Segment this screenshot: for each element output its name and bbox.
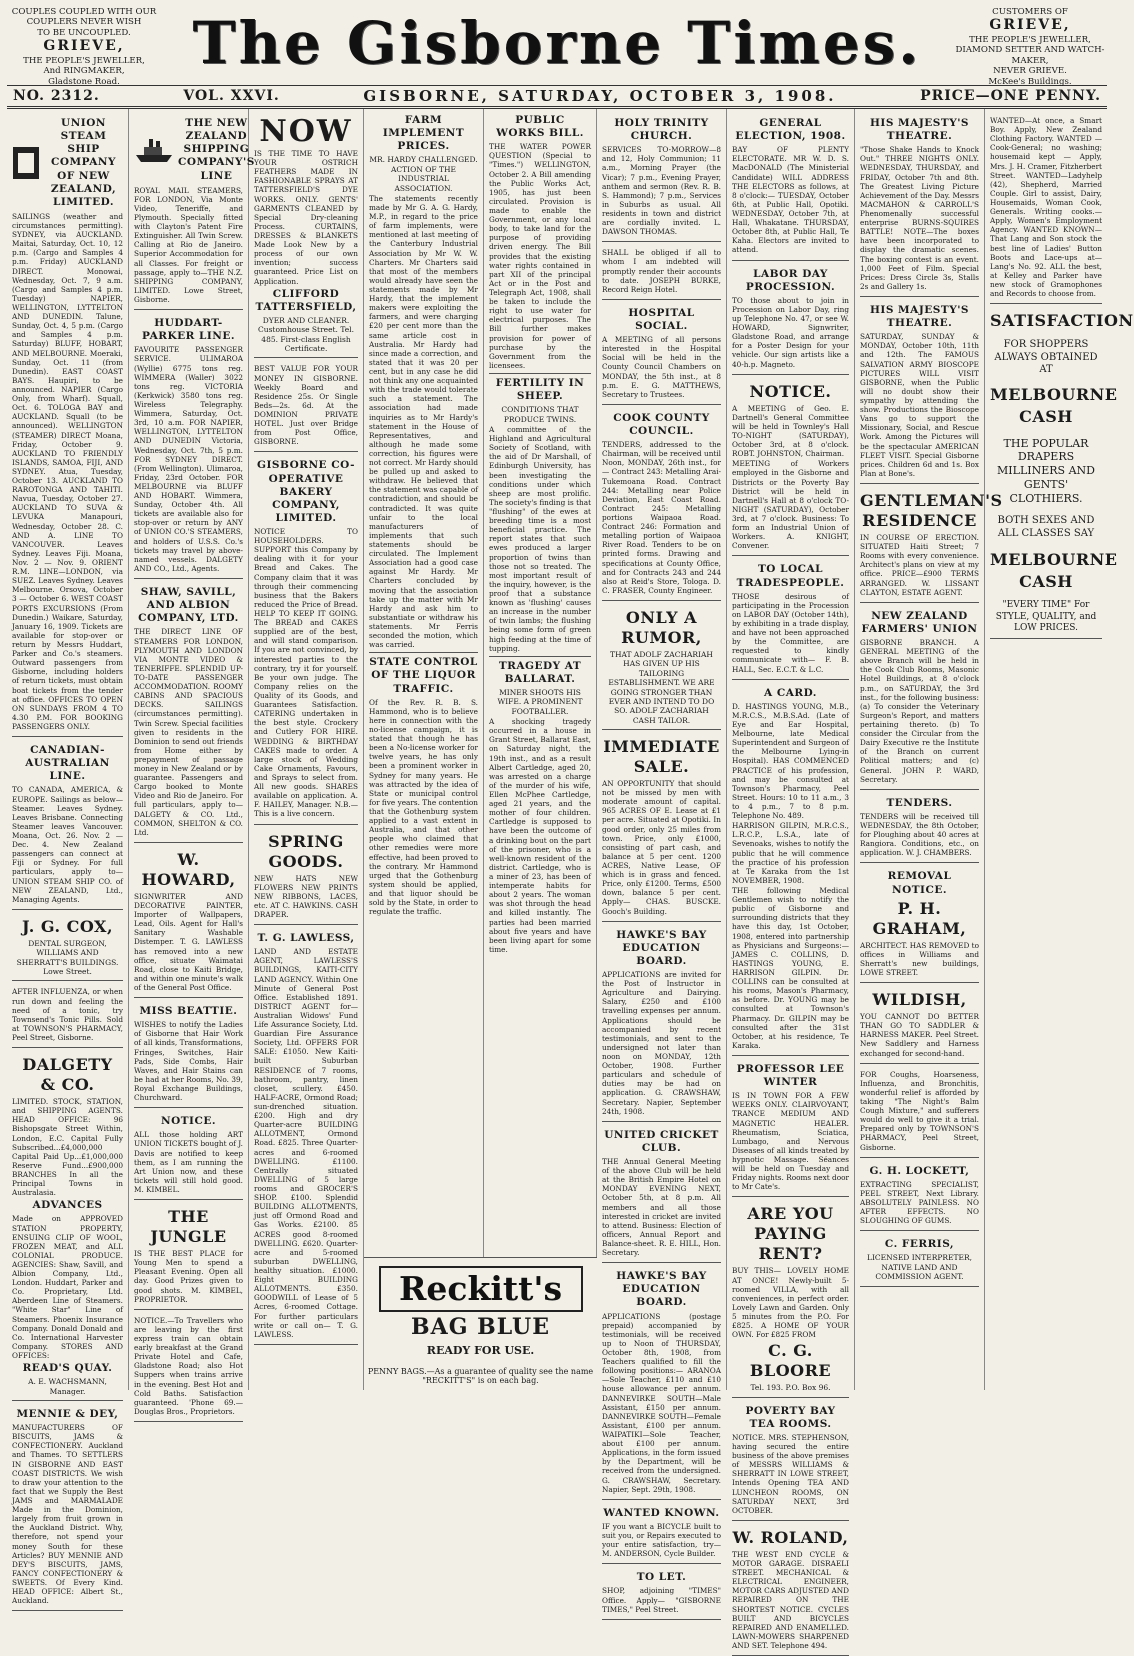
- dateline-bar: [7, 86, 1107, 109]
- column-2: [129, 109, 255, 1416]
- melbourne-cash-advert: SATISFACTION FOR SHOPPERS ALWAYS OBTAINED AT MELBOURNE CASH THE POPULAR DRAPERS MILLINERS AND GENTS' CLOTHIERS. BOTH SEXES AND ALL CLASSES SAY MELBOURNE CASH "EVERY TIME" For STYLE, QUALITY, and LOW PRICES.: [990, 306, 1102, 639]
- howard-advert: W. HOWARD, SIGNWRITER AND DECORATIVE PAINTER, Importer of Wallpapers, Lead, Oils. Agent for Hall's Sanitary Washable Distemper. T. G. LAWLESS has removed into a new office, situate Waimatai Road, close to Kaiti Bridge, and within one minute's walk of the General Post Office.: [134, 845, 243, 998]
- mennie-dey-advert: MENNIE & DEY, MANUFACTURERS OF BISCUITS, JAMS & CONFECTIONERY. Auckland and Thames. TO SETTLERS IN GISBORNE AND EAST COAST DISTRICTS. We wish to draw your attention to the fact that we Supply the Best JAMS and MARMALADE Made in the Dominion, largely from fruit grown in the Auckland District. Why, therefore, not spend your money South for these Articles? BUY MENNIE AND DEY'S BISCUITS, JAMS, FANCY CONFECTIONERY & SWEETS. Of Every Kind. HEAD OFFICE: Albert St., Auckland.: [12, 1403, 123, 1611]
- right-ear-advert: CUSTOMERS OF GRIEVE, THE PEOPLE'S JEWELLER, DIAMOND SETTER AND WATCH- MAKER, NEVER GRIEVE. McKee's Buildings.: [955, 7, 1105, 87]
- bioscope-advert: HIS MAJESTY'S THEATRE. SATURDAY, SUNDAY & MONDAY, October 10th, 11th and 12th. The FAMOUS SALVATION ARMY BIOSCOPE PICTURES WILL VISIT GISBORNE, when the Public will no doubt show their sympathy by attending the show. Productions the Bioscope Vans go to support the Missionary, Social, and Rescue Work. Among the Pictures will be the spectacular AMERICAN FLEET VISIT. Special Gisborne prices. Children 6d and 1s. Box Plan at Bone's.: [860, 299, 979, 484]
- column-1: [7, 109, 129, 1606]
- ballarat-article: TRAGEDY AT BALLARAT. MINER SHOOTS HIS WIFE. A PROMINENT FOOTBALLER. A shocking tragedy occurred in a house in Grant Street, Ballarat East, on Saturday night, the 19th inst., and as a result Albert Cartledge, aged 20, was arrested on a charge of the murder of his wife, Ellen McPhee Cartledge, aged 21 years, and the mother of four children. Cartledge is supposed to have been the outcome of a drinking bout on the part of the prisoner, who is a well-known resident of the district. Cartledge, who is a miner of 23, has been of intemperate habits for about 2 years. The woman was shot through the head and killed instantly. The parties had been married about five years and have been living apart for some time.: [489, 659, 591, 954]
- union-steamship-advert: UNION STEAM SHIP COMPANY OF NEW ZEALAND, LIMITED. SAILINGS (weather and circumstances permitting). SYDNEY, via AUCKLAND. Maitai, Saturday, Oct. 10, 12 p.m. (Cargo and Samples 4 p.m. Friday) AUCKLAND DIRECT. Monowai, Wednesday, Oct. 7, 9 a.m. (Cargo and Samples 4 p.m. Tuesday) NAPIER, WELLINGTON, LYTTELTON AND DUNEDIN. Talune, Sunday, Oct. 4, 5 p.m. (Cargo and Samples 4 p.m. Saturday) BLUFF, HOBART, AND MELBOURNE. Moeraki, Sunday, Oct. 11 (from Dunedin). EAST COAST BAYS. Haupiri, to be announced. NAPIER (Cargo Only, from Wharf). Squall, Oct. 6. TOLOGA BAY and AUCKLAND. Squall (to be announced). WELLINGTON (STEAMER) DIRECT Moana, Friday, October 9. AUCKLAND TO FRIENDLY ISLANDS, SAMOA, FIJI, AND SYDNEY. Atua, Tuesday, October 13. AUCKLAND TO RAROTONGA AND TAHITI. Navua, Tuesday, October 27. AUCKLAND TO SUVA & LEVUKA Manapouri, Wednesday, October 28. C. AND A. LINE TO VANCOUVER. Leaves Sydney. Leaves Fiji. Moana, Nov. 2 — Nov. 9. ORIENT R.M. LINE—LONDON, via SUEZ. Leaves Sydney. Leaves Melbourne. Orsova, October 3 — October 6. WEST COAST PORTS EXCURSIONS (From Dunedin.) Waikare, Saturday, January 16, 1909. Tickets are available for stop-over or return by Messrs Huddart, Parker and Co.'s steamers. Outward passengers from Gisborne, including holders of return tickets, must obtain boat tickets from the tender at office. OFFICES TO OPEN ON SUNDAYS FROM 4 TO 4.30 P.M. FOR BOOKING PASSENGERS ONLY.: [12, 112, 123, 737]
- hospital-social-notice: HOSPITAL SOCIAL. A MEETING of all persons interested in the Hospital Social will be held in the County Council Chambers on MONDAY, the 5th inst., at 8 p.m. E. G. MATTHEWS, Secretary to Trustees.: [602, 302, 721, 405]
- education-board-notice-2: HAWKE'S BAY EDUCATION BOARD. APPLICATIONS (postage prepaid) accompanied by testimonials, will be received up to Noon of THURSDAY, October 8th, 1908, from Teachers qualified to fill the following positions:— ARANOA—Sole Teacher, £110 and £10 house allowance per annum. DANNEVIRKE SOUTH—Male Assistant, £150 per annum. DANNEVIRKE SOUTH—Female Assistant, £100 per annum. WAIPATIKI—Sole Teacher, about £100 per annum. Applications, in the form issued by the Department, will be received from the undersigned. G. CRAWSHAW, Secretary. Napier, Sept. 29th, 1908.: [602, 1265, 721, 1500]
- wanted-classifieds: WANTED—At once, a Smart Boy. Apply, New Zealand Clothing Factory. WANTED — Cook-General; no washing; housemaid kept — Apply, Mrs. J. H. Cramer, Fitzherbert Street. WANTED—Ladyhelp (42), Shepherd, Married Couple. Girl to assist, Dairy, Housemaids, Woman Cook, Generals. Writing cooks.—Apply, Women's Employment Agency. WANTED KNOWN—That Lang and Son stock the best line of Ladies' Button Boots and Lace-ups at—Lang's No. 92. ALL the best, at Kelley and Parker have new stock of Gramophones and Records to choose from.: [990, 112, 1102, 304]
- newspaper-page: [7, 7, 1134, 1650]
- church-notice: HOLY TRINITY CHURCH. SERVICES TO-MORROW—8 and 12, Holy Communion; 11 a.m., Morning Prayer (the Vicar); 7 p.m., Evening Prayer, anthem and sermon (Rev. R. B. S. Hammond); 7 p.m., Services in Suburbs as usual. All residents in town and district are cordially invited. L. DAWSON THOMAS.: [602, 112, 721, 242]
- tenders-notice: TENDERS. TENDERS will be received till WEDNESDAY, the 8th October, for Ploughing about 40 acres at Rangiora. Conditions, etc., on application. W. J. CHAMBERS.: [860, 792, 979, 864]
- doctor-card: A CARD. D. HASTINGS YOUNG, M.B., M.R.C.S., M.B.S.Ad. (Late of Eye and Ear Hospital, Melbourne, late Medical Superintendent and Surgeon of the Melbourne Lying-in Hospital). HAS COMMENCED PRACTICE of his profession, and may be consulted at Townson's Pharmacy, Peel Street. Hours: 10 to 11 a.m., 3 to 4 p.m., 7 to 8 p.m. Telephone No. 489. HARRISON GILPIN, M.R.C.S., L.R.C.P., L.S.A., late of Sevenoaks, wishes to notify the public that he will commence the practice of his profession at Te Karaka from the 1st NOVEMBER, 1908. THE following Medical Gentlemen wish to notify the public of Gisborne and surrounding districts that they have this day, 1st October, 1908, entered into partnership as Physicians and Surgeons:— JAMES C. COLLINS, D. HASTINGS YOUNG, E. HARRISON GILPIN. Dr. COLLINS can be consulted at his rooms, Mason's Pharmacy, as before. Dr. YOUNG may be consulted at Townson's Pharmacy. Dr. GILPIN may be consulted after the 31st October, at his residence, Te Karaka.: [732, 682, 849, 1056]
- spring-goods-advert: SPRING GOODS. NEW HATS NEW FLOWERS NEW PRINTS NEW RIBBONS, LACES, etc. AT C. HAWKINS. CASH DRAPER.: [254, 827, 358, 926]
- roland-garage-advert: W. ROLAND, THE WEST END CYCLE & MOTOR GARAGE. DISRAELI STREET. MECHANICAL & ELECTRICAL ENGINEER, MOTOR CARS ADJUSTED AND REPAIRED ON THE SHORTEST NOTICE. CYCLES BUILT AND BICYCLES REPAIRED AND ENAMELLED. LAWN-MOWERS SHARPENED AND SET. Telephone 494.: [732, 1523, 849, 1656]
- column-4: [364, 109, 484, 1390]
- dominion-hotel-advert: BEST VALUE FOR YOUR MONEY IN GISBORNE. Weekly Board and Residence 25s. Or Single Beds—2s. 6d. At the DOMINION PRIVATE HOTEL. Just over Bridge from Post Office, GISBORNE.: [254, 360, 358, 452]
- column-8: [855, 109, 1003, 1390]
- state-control-article: STATE CONTROL OF THE LIQUOR TRAFFIC. Of the Rev. R. B. S. Hammond, who is to believe here in connection with the no-license campaign, it is stated that though he has been a No-license worker for twelve years, he has only been a prominent worker in Sydney for many years. He was attracted by the idea of State or municipal control for five years. The contention that the Gothenburg system applied to a vast extent in Australia, and that other people who claimed that other remedies were more effective, had been proved to the contrary. Mr Hammond urged that the Gothenburg system should be applied, and that liquor should be sold by the State, in order to regulate the traffic.: [369, 656, 478, 917]
- immediate-sale-advert: IMMEDIATE SALE. AN OPPORTUNITY that should not be missed by men with moderate amount of capital. 965 ACRES OF E. Lease at £1 per acre. Situated at Opotiki. In good order, only 25 miles from town. Price, only £1000, consisting of part cash, and balance at 5 per cent. 1200 ACRES, Native Lease, OF which is in grass and fenced. Price, only £1200. Terms, £500 down, balance 5 per cent. Apply— CHAS. BUSCKE. Gooch's Building.: [602, 732, 721, 922]
- column-7: [727, 109, 855, 1650]
- wildish-advert: WILDISH, YOU CANNOT DO BETTER THAN GO TO SADDLER & HARNESS MAKER. Peel Street. New Saddlery and Harness exchanged for second-hand.: [860, 985, 979, 1064]
- column-6: [597, 109, 727, 1614]
- price: PRICE—ONE PENNY.: [920, 88, 1101, 104]
- art-union-notice: NOTICE. ALL those holding ART UNION TICKETS bought of J. Davis are notified to keep them, as I am running the Art Union now, and these tickets will still hold good. M. KIMBEL.: [134, 1110, 243, 1200]
- zachariah-advert: ONLY A RUMOR, THAT ADOLF ZACHARIAH HAS GIVEN UP HIS TAILORING ESTABLISHMENT. WE ARE GOING STRONGER THAN EVER AND INTEND TO DO SO. ADOLF ZACHARIAH CASH TAILOR.: [602, 603, 721, 730]
- cox-dentist-advert: J. G. COX, DENTAL SURGEON, WILLIAMS AND SHERRATT'S BUILDINGS. Lowe Street.: [12, 912, 123, 982]
- column-3: [249, 109, 364, 1390]
- newspaper-title: The Gisborne Times.: [192, 9, 922, 77]
- ferris-advert: C. FERRIS, LICENSED INTERPRETER, NATIVE LAND AND COMMISSION AGENT.: [860, 1233, 979, 1286]
- fertility-article: FERTILITY IN SHEEP. CONDITIONS THAT PRODUCE TWINS. A committee of the Highland and Agricultural Society of Scotland, with the aid of Dr Marshall, of Edinburgh University, has been investigating the conditions under which sheep are most prolific. The society's finding is that "flushing" of the ewes at breeding time is a most beneficial practice. The report states that such ewes produced a larger proportion of twins than those not so treated. The most important result of the inquiry, however, is the proof that a substance known as 'flushing' causes an increase in the number of twin lambs; the flushing being some form of green high feeding at the time of tupping.: [489, 376, 591, 653]
- masthead: [7, 7, 1107, 86]
- left-ear-advert: COUPLES COUPLED WITH OUR COUPLERS NEVER WISH TO BE UNCOUPLED. GRIEVE, THE PEOPLE'S JEWELLER, And RINGMAKER, Gladstone Road.: [11, 7, 157, 87]
- publication-date: GISBORNE, SATURDAY, OCTOBER 3, 1908.: [363, 87, 837, 105]
- travellers-notice: NOTICE.—To Travellers who are leaving by the first express train can obtain early breakfast at the Grand Private Hotel and Cafe, Gladstone Road; also Hot Suppers when trains arrive in the evening. Best Hot and Cold Baths. Satisfaction guaranteed. 'Phone 69.—Douglas Bros., Proprietors.: [134, 1312, 243, 1422]
- graham-removal-notice: REMOVAL NOTICE. P. H. GRAHAM, ARCHITECT. HAS REMOVED to offices in Williams and Sherratt's new buildings, LOWE STREET.: [860, 865, 979, 983]
- farmers-union-notice: NEW ZEALAND FARMERS' UNION GISBORNE BRANCH. A GENERAL MEETING of the above Branch will be held in the Cook Club Rooms, Masonic Hotel Buildings, at 8 o'clock p.m., on SATURDAY, the 3rd inst., for the following business: (a) To consider the Veterinary Surgeon's Report, and matters pertaining thereto. (b) To consider the Circular from the Dairy Executive re the Institute of the Branch on current Political matters; and (c) General. JOHN P. WARD, Secretary.: [860, 605, 979, 790]
- burke-notice: SHALL be obliged if all to whom I am indebted will promptly render their accounts to date. JOSEPH BURKE, Record Reign Hotel.: [602, 244, 721, 300]
- nz-shipping-advert: THE NEW ZEALAND SHIPPING COMPANY'S LINE ROYAL MAIL STEAMERS, FOR LONDON, Via Monte Video, Teneriffe, and Plymouth. Specially fitted with Clayton's Patent Fire Extinguisher. All Twin Screw. Calling at Rio de Janeiro. Superior Accommodation for all Classes. For freight or passage, apply to—THE N.Z. SHIPPING COMPANY, LIMITED. Lowe Street, Gisborne.: [134, 112, 243, 310]
- miss-beattie-advert: MISS BEATTIE. WISHES to notify the Ladies of Gisborne that Hair Work of all kinds, Transformations, Fringes, Switches, Hair Pads, Side Combs, Hair Waves, and Hair Stains can be had at her Rooms, No. 39, Royal Exchange Buildings, Churchward.: [134, 1000, 243, 1108]
- tea-rooms-advert: POVERTY BAY TEA ROOMS. NOTICE. MRS. STEPHENSON, having secured the entire business of the above premises of MESSRS WILLIAMS & SHERRATT IN LOWE STREET, Intends Opening TEA AND LUNCHEON ROOMS, ON SATURDAY NEXT, 3rd OCTOBER.: [732, 1400, 849, 1521]
- shaw-savill-advert: SHAW, SAVILL, AND ALBION COMPANY, LTD. THE DIRECT LINE OF STEAMERS FOR LONDON, PLYMOUTH AND LONDON VIA MONTE VIDEO & TENERIFFE. SPLENDID UP-TO-DATE PASSENGER ACCOMMODATION. ROOMY CABINS AND SPACIOUS DECKS. SAILINGS (circumstances permitting). Twin Screw. Special facilities given to residents in the Dominion to send out friends from Home either by prepayment of passage money in New Zealand or by guarantee. Passengers and Cargo booked to Monte Video and Rio de Janeiro. For full particulars, apply to— DALGETY & CO. Ltd., COMMON, SHELTON & CO. Ltd.: [134, 581, 243, 843]
- columns: [7, 109, 1134, 1650]
- reckitts-logo: Reckitt's: [379, 1266, 583, 1312]
- cough-mixture-advert: FOR Coughs, Hoarseness, Influenza, and Bronchitis, wonderful relief is afforded by taking "The Night's Balm Cough Mixture," and sufferers would do well to give it a trial. Prepared only by TOWNSON'S PHARMACY, Peel Street, Gisborne.: [860, 1066, 979, 1158]
- reckitts-advert: Reckitt's BAG BLUE READY FOR USE. PENNY BAGS.—As a guarantee of quality see the name "RECKITT'S" is on each bag.: [364, 1257, 597, 1391]
- cook-county-notice: COOK COUNTY COUNCIL. TENDERS, addressed to the Chairman, will be received until Noon, MONDAY, 26th inst., for— Contract 243: Metalling Arai-Tukemoana Road. Contract 244: Metalling near Police Deviation, East Coast Road. Contract 245: Metalling portions Waipaoa Road. Contract 246: Formation and metalling portion of Waipaoa River Road. Tenders to be on printed forms. Drawing and specifications at County Office, and for Contracts 243 and 244 also at Reid's Store, Tologa. D. C. FRASER, County Engineer.: [602, 407, 721, 601]
- jungle-advert: THE JUNGLE IS THE BEST PLACE for Young Men to spend a Pleasant Evening. Open all day. Good Prizes given to good shots. M. KIMBEL, PROPRIETOR.: [134, 1202, 243, 1310]
- rent-advert: ARE YOU PAYING RENT? BUY THIS— LOVELY HOME AT ONCE! Newly-built 5-roomed VILLA, with all conveniences, in perfect order. Lovely Lawn and Garden. Only 5 minutes from the P.O. For £825. A HOME OF YOUR OWN. For £825 FROM C. G. BLOORE Tel. 193. P.O. Box 96.: [732, 1199, 849, 1397]
- issue-number: NO. 2312.: [13, 88, 100, 104]
- to-let-advert: TO LET. SHOP, adjoining "TIMES" Office. Apply— "GISBORNE TIMES," Peel Street.: [602, 1566, 721, 1619]
- election-notice: GENERAL ELECTION, 1908. BAY OF PLENTY ELECTORATE. MR W. D. S. MacDONALD (The Ministerial Candidate) WILL ADDRESS THE ELECTORS as follows, at 8 o'clock:— TUESDAY, October 6th, at Public Hall, Opotiki. WEDNESDAY, October 7th, at Hall, Whakatane. THURSDAY, October 8th, at Public Hall, Te Kaha. Electors are invited to attend.: [732, 112, 849, 261]
- ship-flag-icon: [12, 146, 40, 180]
- bicycle-advert: WANTED KNOWN. IF you want a BICYCLE built to suit you, or Repairs executed to your entire satisfaction, try— M. ANDERSON, Cycle Builder.: [602, 1502, 721, 1565]
- education-board-notice: HAWKE'S BAY EDUCATION BOARD. APPLICATIONS are invited for the Post of Instructor in Agriculture and Dairying. Salary, £250 and £100 travelling expenses per annum. Applications should be accompanied by recent testimonials, and sent to the undersigned not later than noon on MONDAY, 12th October, 1908. Further particulars and schedule of duties may be had on application. G. CRAWSHAW, Secretary. Napier, September 24th, 1908.: [602, 924, 721, 1122]
- tradespeople-notice: TO LOCAL TRADESPEOPLE. THOSE desirous of participating in the Procession on LABOR DAY (October 14th), by exhibiting in a trade display, and have not been approached by the Committee, are requested to kindly communicate with— F. B. HALL, Sec. E.C.T. & L.C.: [732, 558, 849, 679]
- steamship-icon: [134, 135, 174, 165]
- cricket-club-notice: UNITED CRICKET CLUB. THE Annual General Meeting of the above Club will be held at the British Empire Hotel on MONDAY EVENING NEXT, October 5th, at 8 p.m. All members and all those interested in cricket are invited to attend. Business: Election of officers, Annual Report and Balance-sheet. R. E. HILL, Hon. Secretary.: [602, 1124, 721, 1263]
- canadian-australian-advert: CANADIAN-AUSTRALIAN LINE. TO CANADA, AMERICA, & EUROPE. Sailings as below— Steamer. Leaves Sydney. Leaves Brisbane. Connecting Steamer leaves Vancouver. Moana, Oct. 26. Nov. 2 — Dec. 4. New Zealand passengers can connect at Fiji or Sydney. For full particulars, apply to— UNION STEAM SHIP CO. of NEW ZEALAND, Ltd., Managing Agents.: [12, 739, 123, 910]
- volume-number: VOL. XXVI.: [183, 88, 280, 104]
- farm-implement-article: FARM IMPLEMENT PRICES. MR. HARDY CHALLENGED. ACTION OF THE INDUSTRIAL ASSOCIATION. The statements recently made by Mr G. A. G. Hardy, M.P., in regard to the price of farm implements, were mentioned at last meeting of the Canterbury Industrial Association by Mr W. W. Charters. Mr Charters said that most of the members would already have seen the statements made by Mr Hardy, that the implement makers were exploiting the farmers, and were charging £20 per cent more than the same article cost in Australia. Mr Hardy had since made a correction, and stated that it was 20 per cent, but in any case he did not think any one acquainted with the trade would tolerate such a statement. The association had made inquiries as to Mr Hardy's statement in the House of Representatives, and although he made some correction, his figures were not correct. Mr Hardy should be pulled up and asked to withdraw. He believed that the statement was capable of contradiction, and should be contradicted. It was quite unfair to the local manufacturers of implements that such statements should be circulated. The Implement Association had a good case against Mr Hardy. Mr Charters concluded by moving that the association take up the matter with Mr Hardy and ask him to substantiate or withdraw his statements. Mr Ferris seconded the motion, which was carried.: [369, 114, 478, 650]
- lee-winter-advert: PROFESSOR LEE WINTER IS IN TOWN FOR A FEW WEEKS ONLY. CLAIRVOYANT, TRANCE MEDIUM AND MAGNETIC HEALER. Rheumatism, Sciatica, Lumbago, and Nervous Diseases of all kinds treated by hypnotic Massage. Séances will be held on Tuesday and Friday nights. Rooms next door to Mr Cate's.: [732, 1058, 849, 1197]
- public-works-article: PUBLIC WORKS BILL. THE WATER POWER QUESTION (Special to "Times.") WELLINGTON, October 2. A Bill amending the Public Works Act, 1905, has just been circulated. Provision is made to enable the Government, or any local body, to take land for the purpose of providing driven energy. The Bill provides that the existing water rights contained in part XII of the principal Act or in the Post and Telegraph Act, 1908, shall be taken to include the right to use water for electrical purposes. The Bill further makes provision for power of purchase by the Government from the licensees.: [489, 114, 591, 370]
- theatre-advert: HIS MAJESTY'S THEATRE. "Those Shake Hands to Knock Out." THREE NIGHTS ONLY. WEDNESDAY, THURSDAY, and FRIDAY, October 7th and 8th. The Greatest Living Picture Achievement of the Day. Messrs MACMAHON & CARROLL'S Phenomenally successful enterprise BURNS-SQUIRES BATTLE! NOTE—The boxes have been incorporated to display the dramatic scenes. The boxing contest is an event. 1,000 Feet of Film. Special Prices: Dress Circle 3s, Stalls 2s and Gallery 1s.: [860, 112, 979, 297]
- lawless-advert: T. G. LAWLESS, LAND AND ESTATE AGENT, LAWLESS'S BUILDINGS, KAITI-CITY LAND AGENCY. Within One Minute of General Post Office. Established 1891. DISTRICT AGENT for— Australian Widows' Fund Life Assurance Society, Ltd. Guardian Fire Assurance Society, Ltd. OFFERS FOR SALE: £1050. New Kaiti-built Suburban RESIDENCE of 7 rooms, bathroom, pantry, linen closet, scullery. £450. HALF-ACRE, Ormond Road; sun-drenched situation. £200. High and dry Quarter-acre BUILDING ALLOTMENT, Ormond Road. £825. Three Quarter-acres and 6-roomed DWELLING. £1100. Centrally situated DWELLING of 5 large rooms and GROCER'S SHOP. £100. Splendid BUILDING ALLOTMENTS, just off Ormond Road and Gas Works. £2100. 85 ACRES good 8-roomed DWELLING. £620. Quarter-acre and 5-roomed suburban DWELLING, healthy situation. £1000. Eight BUILDING ALLOTMENTS. £350. GOODWILL of Lease of 5 Acres, 6-roomed Cottage. For further particulars write or call on— T. G. LAWLESS.: [254, 927, 358, 1345]
- residence-advert: GENTLEMAN'S RESIDENCE IN COURSE OF ERECTION. SITUATED Haiti Street; 7 Rooms with every convenience. Architect's plans on view at my office. PRICE—£900 TERMS ARRANGED. W. LISSANT CLAYTON, ESTATE AGENT.: [860, 486, 979, 603]
- column-9: [985, 109, 1134, 1390]
- tattersfield-advert: NOW IS THE TIME TO HAVE YOUR OSTRICH FEATHERS MADE IN FASHIONABLE SPRAYS AT TATTERSFIELD'S DYE WORKS. ONLY. GENTS' GARMENTS CLEANED by Special Dry-cleaning Process. CURTAINS, DRESSES & BLANKETS Made Look New by a process of our own invention; success guaranteed. Price List on Application. CLIFFORD TATTERSFIELD, DYER AND CLEANER. Customhouse Street. Tel. 485. First-class English Certificate.: [254, 112, 358, 358]
- dalgety-advert: DALGETY & CO. LIMITED. STOCK, STATION, and SHIPPING AGENTS. HEAD OFFICE: 96 Bishopsgate Street Within, London, E.C. Capital Fully Subscribed...£4,000,000 Capital Paid Up...£1,000,000 Reserve Fund...£900,000 BRANCHES In all the Principal Towns in Australasia. ADVANCES Made on APPROVED STATION PROPERTY, ENSUING CLIP OF WOOL, FROZEN MEAT, and ALL COLONIAL PRODUCE. AGENCIES: Shaw, Savill, and Albion Company, Ltd., London. Huddart, Parker and Co. Proprietary, Ltd. Aberdeen Line of Steamers. "White Star" Line of Steamers. Phoenix Insurance Company. Donald Donald and Co. International Harvester Company. STORES AND OFFICES: READ'S QUAY. A. E. WACHSMANN, Manager.: [12, 1050, 123, 1401]
- labor-day-notice: LABOR DAY PROCESSION. TO those about to join in Procession on Labor Day, ring up Telephone No. 47, or see W. HOWARD, Signwriter, Gladstone Road, and arrange for a Poster Design for your vehicle. Our sign artists like a 40-h.p. Magneto.: [732, 263, 849, 375]
- bakery-advert: GISBORNE CO-OPERATIVE BAKERY COMPANY, LIMITED. NOTICE TO HOUSEHOLDERS. SUPPORT this Company by dealing with it for your Bread and Cakes. The Company claim that it was through their commencing business that the Bakers reduced the Price of Bread. HELP TO KEEP IT GOING. The BREAD and CAKES supplied are of the best, and will stand comparison. If you are not convinced, by interested parties to the contrary, try it for yourself. Be your own judge. The Company relies on the Quality of its Goods, and Guarantees Satisfaction. CATERING undertaken in the best style. Crockery and Cutlery FOR HIRE. WEDDING & BIRTHDAY CAKES made to order. A large stock of Wedding Cake Ornaments, Favours, and Sprays to select from. All new goods. SHARES available on application. A. F. HAILEY, Manager. N.B.—This is a live concern.: [254, 454, 358, 824]
- column-5: [484, 109, 597, 1390]
- influenza-advert: AFTER INFLUENZA, or when run down and feeling the need of a tonic, try Townsend's Tonic Pills. Sold at TOWNSON'S PHARMACY, Peel Street, Gisborne.: [12, 983, 123, 1048]
- dartnell-meeting-notice: NOTICE. A MEETING of Geo. E. Dartnell's General Committee will be held in Townley's Hall TO-NIGHT (SATURDAY), October 3rd, at 8 o'clock. ROBT. JOHNSTON, Chairman. MEETING of Workers employed in the Gisborne and Districts or the Poverty Bay District will be held in Dartnell's Hall at 8 o'clock TO-NIGHT (SATURDAY), October 3rd, at 7 o'clock. Business: To form an Industrial Union of Workers. A. KNIGHT, Convener.: [732, 377, 849, 557]
- lockett-advert: G. H. LOCKETT, EXTRACTING SPECIALIST, PEEL STREET, Next Library. ABSOLUTELY PAINLESS. NO AFTER EFFECTS. NO SLOUGHING OF GUMS.: [860, 1160, 979, 1232]
- huddart-parker-advert: HUDDART-PARKER LINE. FAVOURITE PASSENGER SERVICE. ULIMAROA (Wyllie) 6775 tons reg. WIMMERA (Waller) 3022 tons reg. VICTORIA (Kerkwick) 3580 tons reg. Wireless Telegraphy. Wimmera, Saturday, Oct. 3rd, 10 a.m. FOR NAPIER, WELLINGTON, LYTTELTON AND DUNEDIN Victoria, Wednesday, Oct. 7th, 5 p.m. FOR SYDNEY DIRECT. (From Wellington). Ulimaroa, Friday, 23rd October. FOR MELBOURNE via BLUFF AND HOBART. Wimmera, Sunday, October 4th. All tickets are available also for stop-over or return by ANY of UNION CO.'S STEAMERS, and holders of U.S.S. Co.'s tickets may travel by above-named vessels. DALGETY AND CO., Ltd., Agents.: [134, 312, 243, 579]
